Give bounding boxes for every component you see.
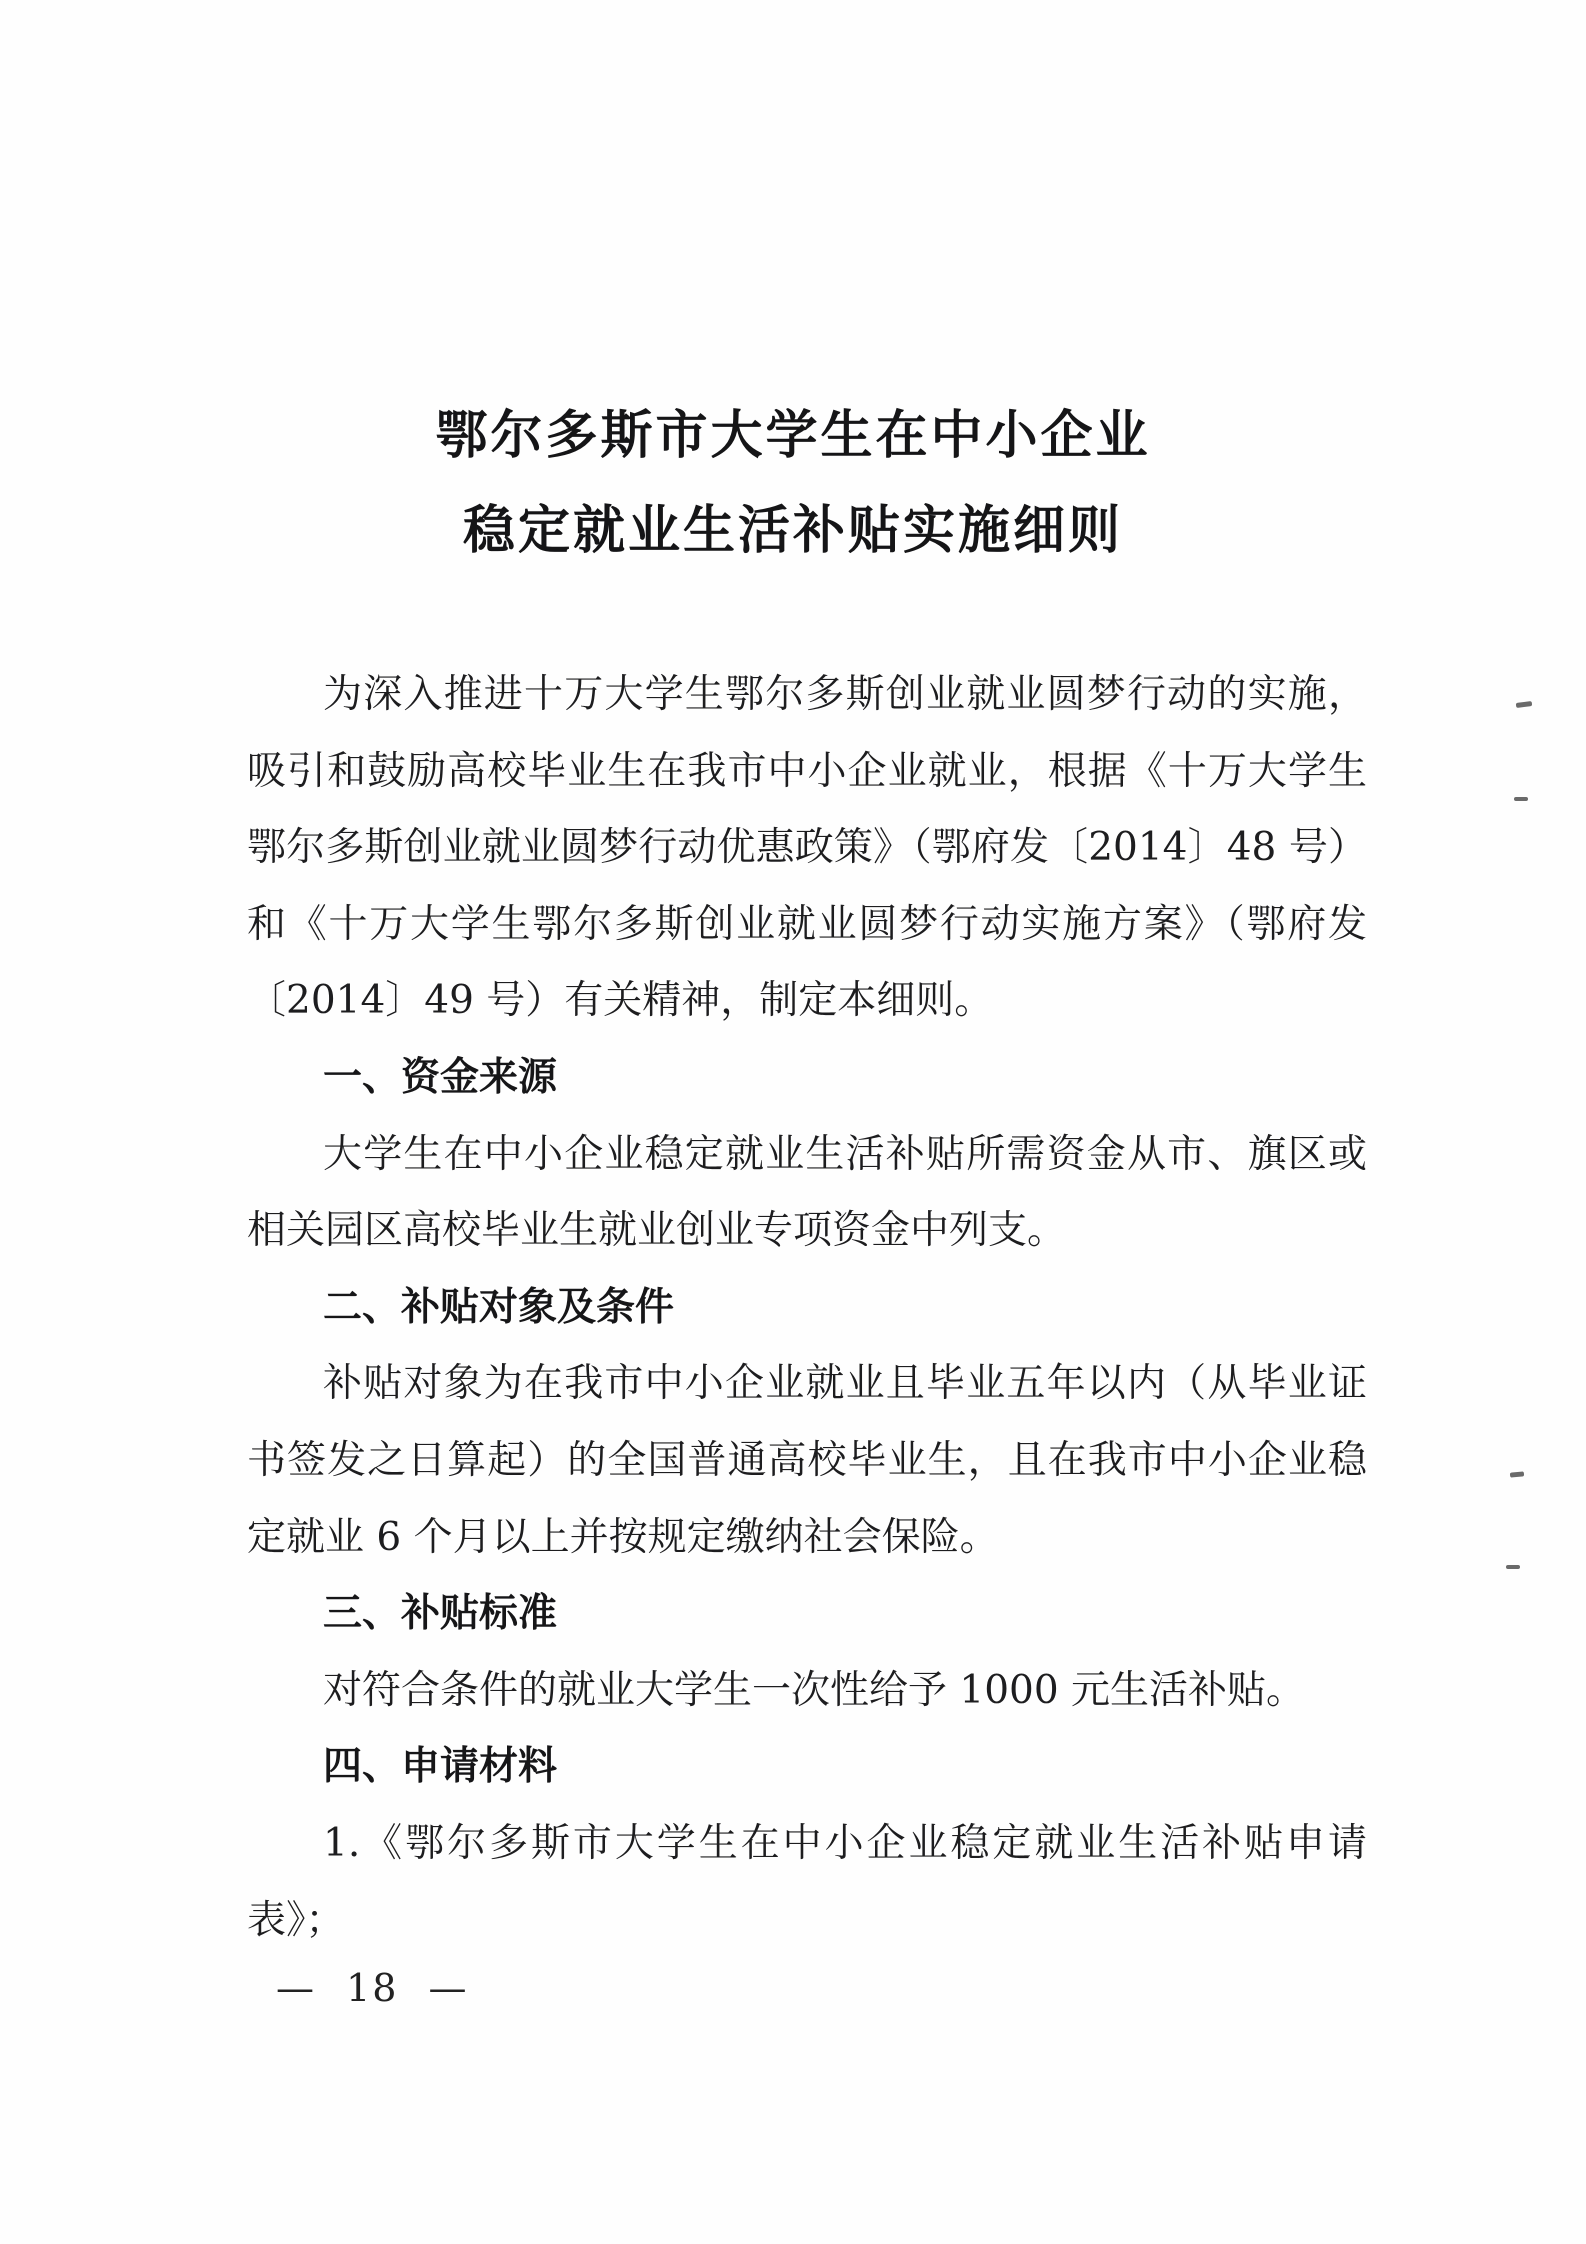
page-number: — 18 — [276, 1966, 469, 2010]
paragraph-line: 表》； [247, 1897, 345, 1943]
paragraph-line: 对符合条件的就业大学生一次性给予 1000 元生活补贴。 [323, 1667, 1306, 1713]
document-title-line-2: 稳定就业生活补贴实施细则 [462, 500, 1123, 561]
section-heading-funding-source: 一、资金来源 [323, 1054, 558, 1100]
section-heading-subsidy-standard: 三、补贴标准 [323, 1591, 558, 1637]
paragraph-line: 定就业 6 个月以上并按规定缴纳社会保险。 [247, 1514, 999, 1560]
document-title-line-1: 鄂尔多斯市大学生在中小企业 [435, 405, 1151, 466]
paragraph-line: 1.《鄂尔多斯市大学生在中小企业稳定就业生活补贴申请 [323, 1820, 1367, 1866]
paragraph-line: 和《十万大学生鄂尔多斯创业就业圆梦行动实施方案》（鄂府发 [247, 901, 1367, 947]
scan-artifact-dash [1516, 701, 1532, 708]
paragraph-line: 大学生在中小企业稳定就业生活补贴所需资金从市、旗区或 [323, 1131, 1367, 1177]
section-heading-application-materials: 四、申请材料 [323, 1744, 558, 1790]
scan-artifact-dash [1510, 1471, 1524, 1477]
paragraph-line: 吸引和鼓励高校毕业生在我市中小企业就业，根据《十万大学生 [247, 748, 1367, 794]
document-body [247, 668, 1367, 1970]
scan-artifact-dash [1506, 1565, 1520, 1569]
paragraph-line: 鄂尔多斯创业就业圆梦行动优惠政策》（鄂府发〔2014〕48 号） [247, 825, 1367, 871]
document-title [0, 404, 1586, 594]
paragraph-line: 书签发之日算起）的全国普通高校毕业生，且在我市中小企业稳 [247, 1437, 1367, 1483]
section-heading-subsidy-targets: 二、补贴对象及条件 [323, 1284, 675, 1330]
paragraph-line: 相关园区高校毕业生就业创业专项资金中列支。 [247, 1208, 1067, 1254]
paragraph-line: 补贴对象为在我市中小企业就业且毕业五年以内（从毕业证 [323, 1361, 1367, 1407]
scan-artifact-dash [1514, 797, 1528, 801]
paragraph-line: 为深入推进十万大学生鄂尔多斯创业就业圆梦行动的实施， [323, 672, 1367, 717]
paragraph-line: 〔2014〕49 号）有关精神，制定本细则。 [247, 978, 994, 1024]
